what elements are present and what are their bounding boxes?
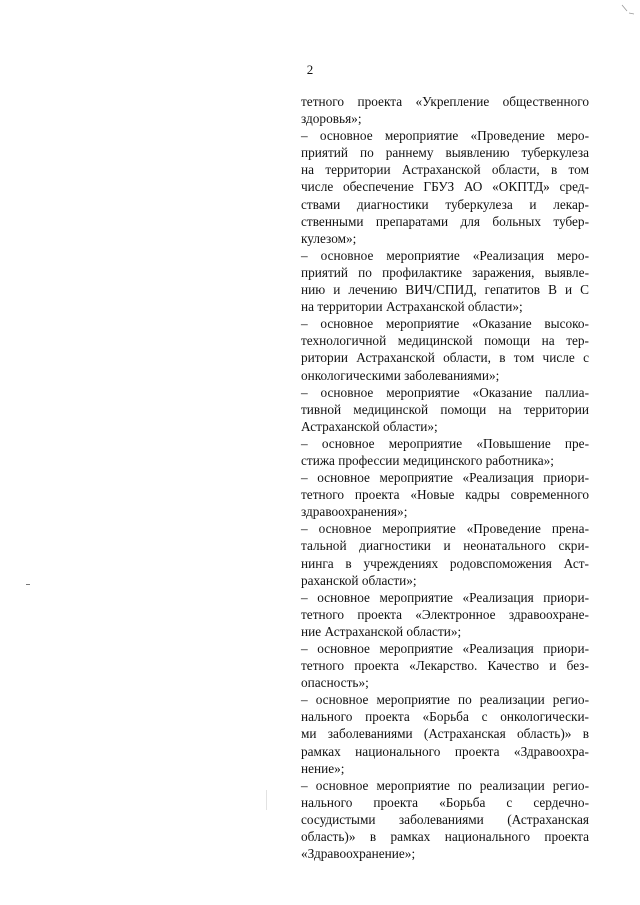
page-number: 2	[306, 62, 314, 77]
text-line: ми заболеваниями (Астраханская область)» в	[301, 726, 589, 742]
text-line: ние Астраханской области»;	[301, 623, 462, 639]
text-line: приятий по раннему выявлению туберкулеза	[301, 145, 589, 161]
text-line: – основное мероприятие «Оказание паллиа-	[301, 384, 589, 400]
text-line: – основное мероприятие «Повышение пре-	[301, 435, 589, 451]
text-line: раханской области»;	[301, 572, 417, 588]
text-line: нение»;	[301, 760, 345, 776]
text-line: онкологическими заболеваниями»;	[301, 367, 500, 383]
text-line: – основное мероприятие по реализации регио-	[301, 692, 589, 708]
text-line: стижа профессии медицинского работника»;	[301, 452, 554, 468]
text-line: нию и лечению ВИЧ/СПИД, гепатитов В и С	[301, 282, 589, 298]
text-line: – основное мероприятие «Реализация приори-	[301, 589, 589, 605]
text-line: числе обеспечение ГБУЗ АО «ОКПТД» сред-	[301, 179, 589, 195]
scan-corner-mark	[620, 2, 636, 18]
body-text-column	[301, 93, 589, 862]
text-line: – основное мероприятие «Реализация приори-	[301, 470, 589, 486]
text-line: – основное мероприятие по реализации регио-	[301, 777, 589, 793]
text-line: нального проекта «Борьба с сердечно-	[301, 794, 589, 810]
text-line: сосудистыми заболеваниями (Астраханская	[301, 811, 589, 827]
text-line: – основное мероприятие «Реализация приори-	[301, 641, 589, 656]
text-line: тальной диагностики и неонатального скри-	[301, 538, 589, 554]
text-line: тетного проекта «Электронное здравоохране-	[301, 606, 589, 622]
text-line: – основное мероприятие «Проведение меро-	[301, 128, 589, 144]
text-line: рамках национального проекта «Здравоохра-	[301, 743, 589, 759]
text-line: приятий по профилактике заражения, выявле-	[301, 264, 589, 280]
text-line: ственными препаратами для больных тубер-	[301, 213, 589, 229]
text-line: тивной медицинской помощи на территории	[301, 401, 589, 417]
text-line: тетного проекта «Новые кадры современного	[301, 487, 589, 503]
text-line: ствами диагностики туберкулеза и лекар-	[301, 196, 589, 212]
scan-margin-dash	[26, 584, 30, 585]
text-line: на территории Астраханской области»;	[301, 299, 523, 315]
text-line: Астраханской области»;	[301, 418, 438, 434]
text-line: «Здравоохранение»;	[301, 846, 416, 862]
text-line: тетного проекта «Укрепление общественного	[301, 94, 589, 109]
text-line: – основное мероприятие «Реализация меро-	[301, 247, 589, 263]
text-line: ритории Астраханской области, в том числе с	[301, 350, 589, 366]
text-line: здравоохранения»;	[301, 504, 408, 520]
text-line: здоровья»;	[301, 111, 362, 127]
text-line: опасность»;	[301, 675, 369, 691]
text-line: технологичной медицинской помощи на тер-	[301, 333, 589, 349]
text-line: нинга в учреждениях родовспоможения Аст-	[301, 555, 589, 571]
text-line: – основное мероприятие «Проведение прена-	[301, 521, 589, 537]
text-line: тетного проекта «Лекарство. Качество и без-	[301, 658, 589, 674]
text-line: на территории Астраханской области, в том	[301, 162, 589, 178]
text-line: нального проекта «Борьба с онкологически-	[301, 709, 589, 725]
scan-fold-line	[266, 790, 267, 810]
text-line: область)» в рамках национального проекта	[301, 829, 589, 845]
text-line: – основное мероприятие «Оказание высоко-	[301, 316, 589, 332]
text-line: кулезом»;	[301, 230, 357, 246]
